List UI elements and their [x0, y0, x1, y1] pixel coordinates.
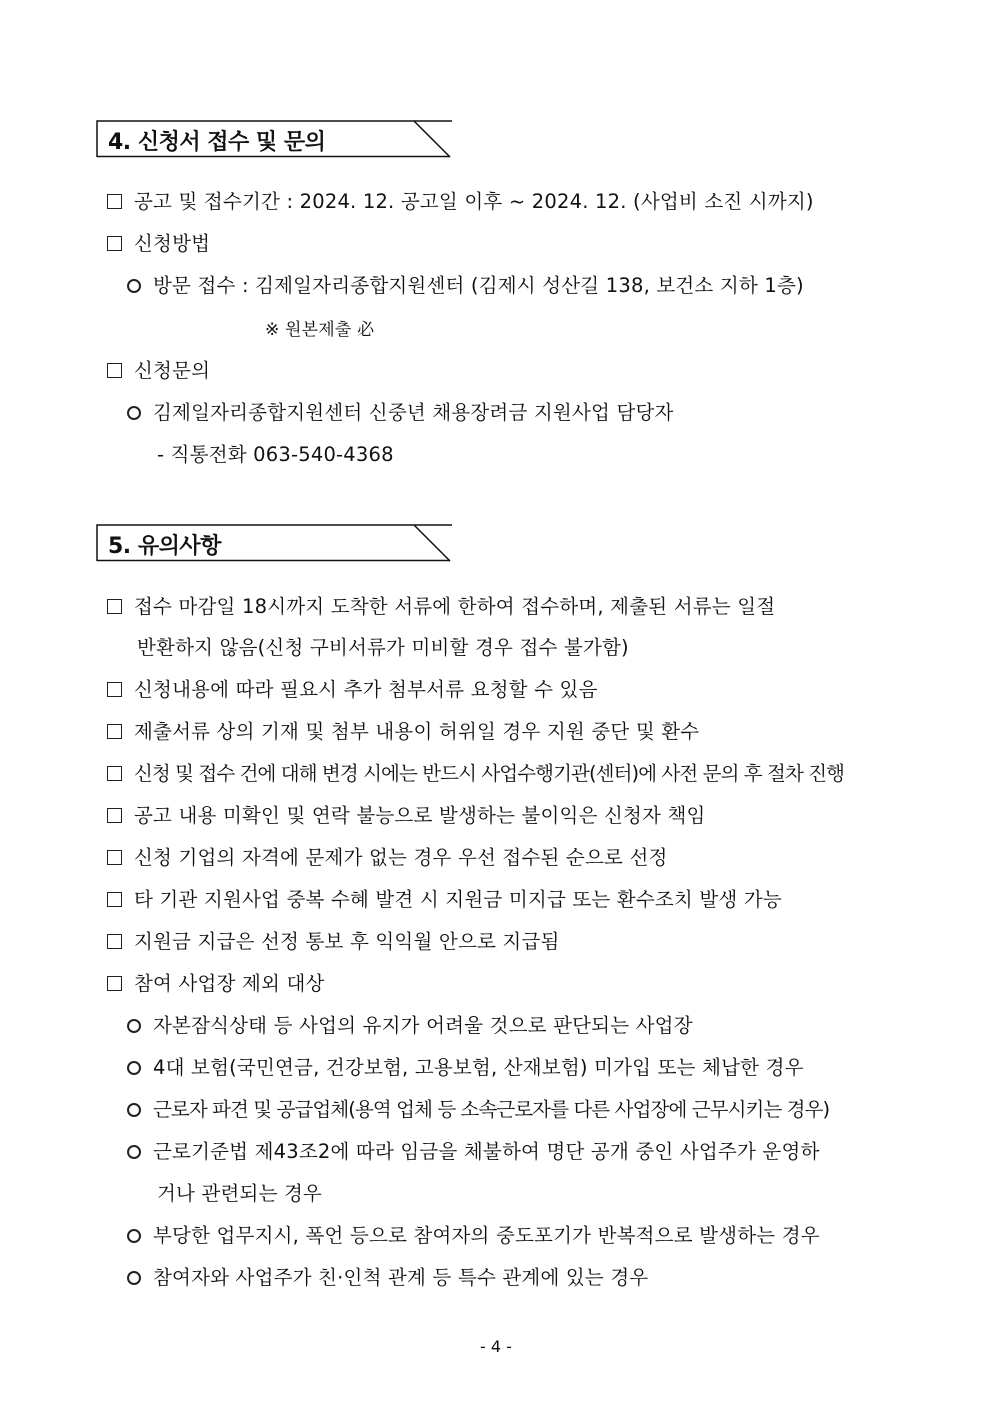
list-item — [107, 228, 210, 256]
exclusion-text: 자본잠식상태 등 사업의 유지가 어려울 것으로 판단되는 사업장 — [153, 1014, 693, 1037]
notice-text: 접수 마감일 18시까지 도착한 서류에 한하여 접수하며, 제출된 서류는 일절 — [134, 595, 776, 618]
list-item — [127, 1220, 820, 1248]
list-item — [107, 800, 706, 828]
notice-text: 신청 기업의 자격에 문제가 없는 경우 우선 접수된 순으로 선정 — [134, 846, 668, 869]
page-number: - 4 - — [480, 1337, 512, 1356]
exclusion-text: 4대 보험(국민연금, 건강보험, 고용보험, 산재보험) 미가입 또는 체납한 경우 — [153, 1056, 804, 1079]
list-item — [107, 842, 668, 870]
circle-bullet-icon — [127, 1019, 141, 1033]
list-item — [127, 1136, 820, 1164]
list-item — [107, 355, 210, 383]
period-text: 공고 및 접수기간 : 2024. 12. 공고일 이후 ~ 2024. 12. (사업비 소진 시까지) — [134, 190, 814, 213]
list-item — [107, 926, 560, 954]
checkbox-square-icon — [107, 682, 122, 697]
list-item — [127, 1094, 829, 1122]
list-item — [107, 884, 782, 912]
section-5-header — [96, 524, 452, 562]
circle-bullet-icon — [127, 1229, 141, 1243]
exclusion-text-continued: 거나 관련되는 경우 — [157, 1182, 323, 1205]
notice-text: 타 기관 지원사업 중복 수혜 발견 시 지원금 미지급 또는 환수조치 발생 가능 — [134, 888, 782, 911]
checkbox-square-icon — [107, 808, 122, 823]
list-item — [107, 674, 598, 702]
list-item — [127, 1010, 693, 1038]
circle-bullet-icon — [127, 1103, 141, 1117]
checkbox-square-icon — [107, 724, 122, 739]
checkbox-square-icon — [107, 766, 122, 781]
exclusion-text: 근로자 파견 및 공급업체(용역 업체 등 소속근로자를 다른 사업장에 근무시키는 경우) — [153, 1098, 830, 1121]
checkbox-square-icon — [107, 850, 122, 865]
checkbox-square-icon — [107, 976, 122, 991]
exclusion-text: 부당한 업무지시, 폭언 등으로 참여자의 중도포기가 반복적으로 발생하는 경우 — [153, 1224, 820, 1247]
section-4-header — [96, 120, 452, 158]
list-item — [107, 968, 325, 996]
inquiry-phone: - 직통전화 063-540-4368 — [157, 443, 394, 466]
notice-text: 신청 및 접수 건에 대해 변경 시에는 반드시 사업수행기관(센터)에 사전 문의 후 절차 진행 — [134, 762, 845, 785]
list-item — [107, 758, 844, 786]
section-5-title: 5. 유의사항 — [108, 534, 221, 559]
list-item — [107, 716, 699, 744]
inquiry-title: 신청문의 — [134, 359, 211, 382]
circle-bullet-icon — [127, 1271, 141, 1285]
list-item — [107, 186, 814, 214]
inquiry-contact: 김제일자리종합지원센터 신중년 채용장려금 지원사업 담당자 — [153, 401, 674, 424]
checkbox-square-icon — [107, 363, 122, 378]
circle-bullet-icon — [127, 406, 141, 420]
notice-text: 지원금 지급은 선정 통보 후 익익월 안으로 지급됨 — [134, 930, 560, 953]
checkbox-square-icon — [107, 892, 122, 907]
list-item — [127, 1052, 804, 1080]
circle-bullet-icon — [127, 1061, 141, 1075]
method-note: ※ 원본제출 必 — [265, 320, 375, 340]
checkbox-square-icon — [107, 236, 122, 251]
checkbox-square-icon — [107, 194, 122, 209]
exclusion-text: 참여자와 사업주가 친·인척 관계 등 특수 관계에 있는 경우 — [153, 1266, 649, 1289]
list-item — [127, 1262, 648, 1290]
notice-text-continued: 반환하지 않음(신청 구비서류가 미비할 경우 접수 불가함) — [137, 636, 629, 659]
checkbox-square-icon — [107, 934, 122, 949]
exclusion-text: 근로기준법 제43조2에 따라 임금을 체불하여 명단 공개 중인 사업주가 운영하 — [153, 1140, 820, 1163]
notice-text: 참여 사업장 제외 대상 — [134, 972, 325, 995]
checkbox-square-icon — [107, 599, 122, 614]
notice-text: 신청내용에 따라 필요시 추가 첨부서류 요청할 수 있음 — [134, 678, 598, 701]
section-4-title: 4. 신청서 접수 및 문의 — [108, 130, 326, 155]
circle-bullet-icon — [127, 1145, 141, 1159]
list-item — [127, 397, 674, 425]
circle-bullet-icon — [127, 279, 141, 293]
method-visit: 방문 접수 : 김제일자리종합지원센터 (김제시 성산길 138, 보건소 지하 1층) — [153, 274, 804, 297]
method-title: 신청방법 — [134, 232, 211, 255]
notice-text: 공고 내용 미확인 및 연락 불능으로 발생하는 불이익은 신청자 책임 — [134, 804, 706, 827]
notice-text: 제출서류 상의 기재 및 첨부 내용이 허위일 경우 지원 중단 및 환수 — [134, 720, 700, 743]
list-item — [107, 591, 775, 619]
list-item — [127, 270, 804, 298]
